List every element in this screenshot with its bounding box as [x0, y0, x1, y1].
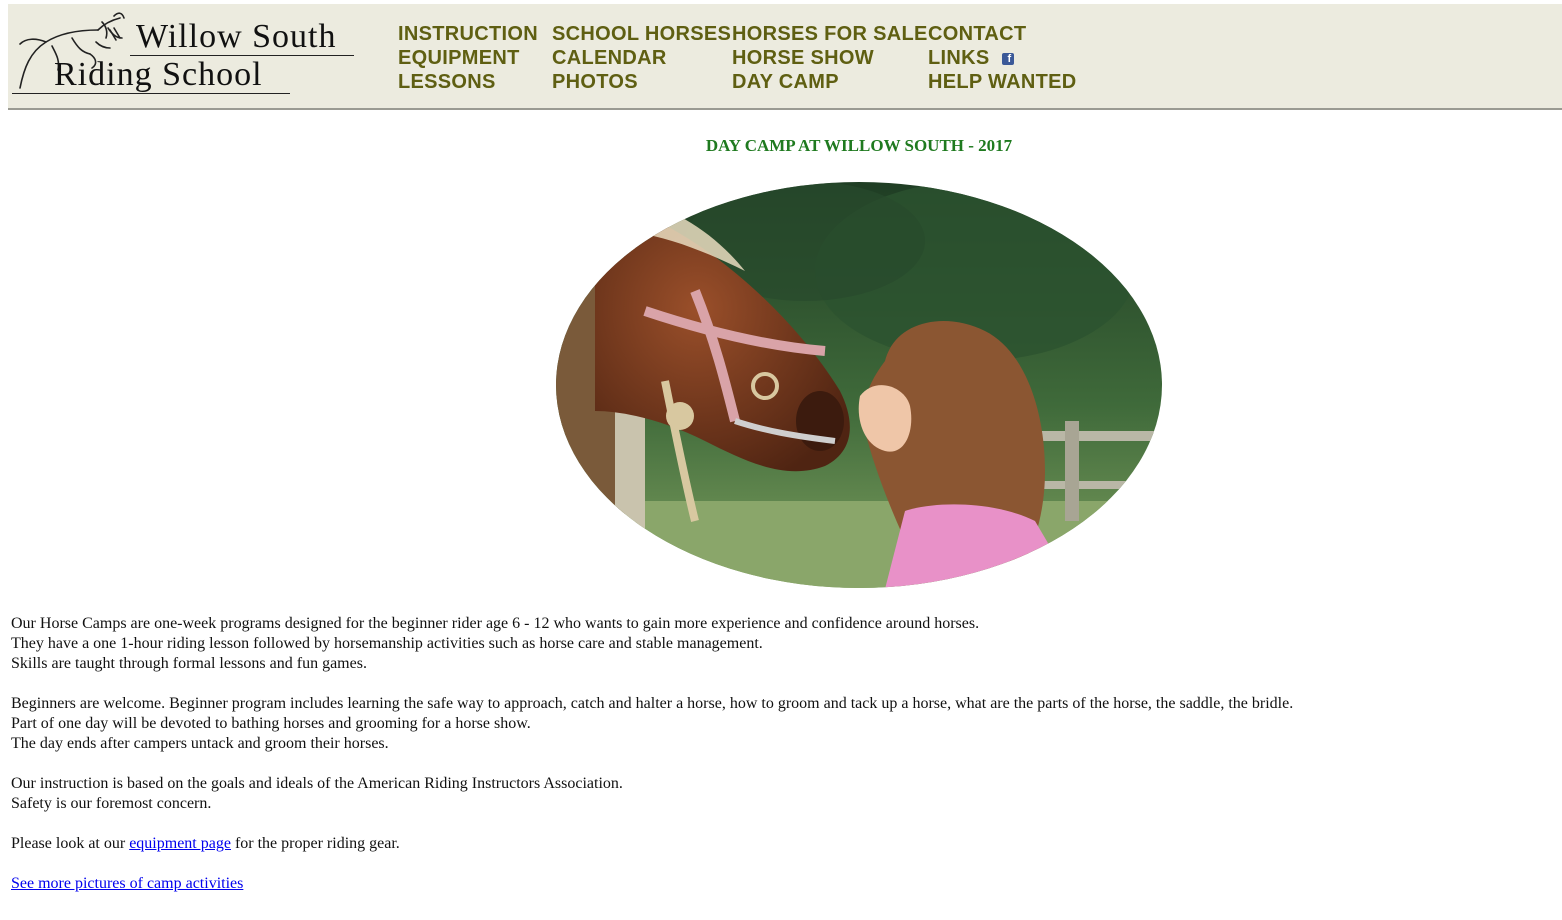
- logo-rule-bottom: [12, 93, 290, 94]
- nav-link-lessons[interactable]: LESSONS: [398, 71, 496, 93]
- more-camp-pictures-link[interactable]: See more pictures of camp activities: [11, 875, 244, 892]
- paragraph-equipment: [11, 834, 1551, 854]
- facebook-icon[interactable]: f: [1002, 53, 1014, 65]
- nav-link-links[interactable]: LINKS: [928, 47, 990, 69]
- girl-kissing-horse-photo: [555, 181, 1163, 589]
- paragraph-line: Our instruction is based on the goals and ideals of the American Riding Instructors Association.: [11, 775, 623, 792]
- page-title: DAY CAMP AT WILLOW SOUTH - 2017: [705, 136, 1013, 155]
- paragraph-line: Beginners are welcome. Beginner program includes learning the safe way to approach, catch and halter a horse, how to groom and tack up a horse, what are the parts of the horse, the saddle, the bridle.: [11, 695, 1294, 712]
- nav-links-row: [928, 46, 1077, 70]
- site-logo[interactable]: [12, 8, 357, 98]
- nav-link-equipment[interactable]: EQUIPMENT: [398, 47, 520, 69]
- paragraph-camp-intro: [11, 614, 1551, 674]
- logo-line-willow-south: Willow South: [136, 18, 337, 55]
- paragraph-instruction-safety: [11, 774, 1551, 814]
- nav-column-1: [398, 22, 538, 94]
- nav-link-instruction[interactable]: INSTRUCTION: [398, 23, 538, 45]
- logo-line-riding-school: Riding School: [54, 56, 263, 93]
- paragraph-more-pictures: [11, 874, 1551, 894]
- nav-link-day-camp[interactable]: DAY CAMP: [732, 71, 839, 93]
- paragraph-beginners: [11, 694, 1551, 754]
- nav-link-horses-for-sale[interactable]: HORSES FOR SALE: [732, 23, 928, 45]
- site-header: [8, 4, 1562, 110]
- nav-link-contact[interactable]: CONTACT: [928, 23, 1027, 45]
- nav-column-3: [732, 22, 928, 94]
- equipment-text-after: for the proper riding gear.: [230, 835, 400, 852]
- nav-column-2: [552, 22, 731, 94]
- paragraph-line: They have a one 1-hour riding lesson followed by horsemanship activities such as horse care and stable management.: [11, 635, 763, 652]
- nav-link-horse-show[interactable]: HORSE SHOW: [732, 47, 874, 69]
- nav-link-help-wanted[interactable]: HELP WANTED: [928, 71, 1077, 93]
- main-content: [11, 614, 1551, 914]
- paragraph-line: Part of one day will be devoted to bathing horses and grooming for a horse show.: [11, 715, 531, 732]
- nav-link-photos[interactable]: PHOTOS: [552, 71, 638, 93]
- paragraph-line: Safety is our foremost concern.: [11, 795, 212, 812]
- paragraph-line: Our Horse Camps are one-week programs designed for the beginner rider age 6 - 12 who wants to gain more experience and confidence around horses.: [11, 615, 980, 632]
- paragraph-line: The day ends after campers untack and groom their horses.: [11, 735, 389, 752]
- paragraph-line: Skills are taught through formal lessons and fun games.: [11, 655, 367, 672]
- equipment-page-link[interactable]: equipment page: [129, 835, 231, 852]
- nav-link-school-horses[interactable]: SCHOOL HORSES: [552, 23, 732, 45]
- nav-link-calendar[interactable]: CALENDAR: [552, 47, 667, 69]
- nav-column-4: [928, 22, 1077, 94]
- equipment-text-before: Please look at our: [11, 835, 130, 852]
